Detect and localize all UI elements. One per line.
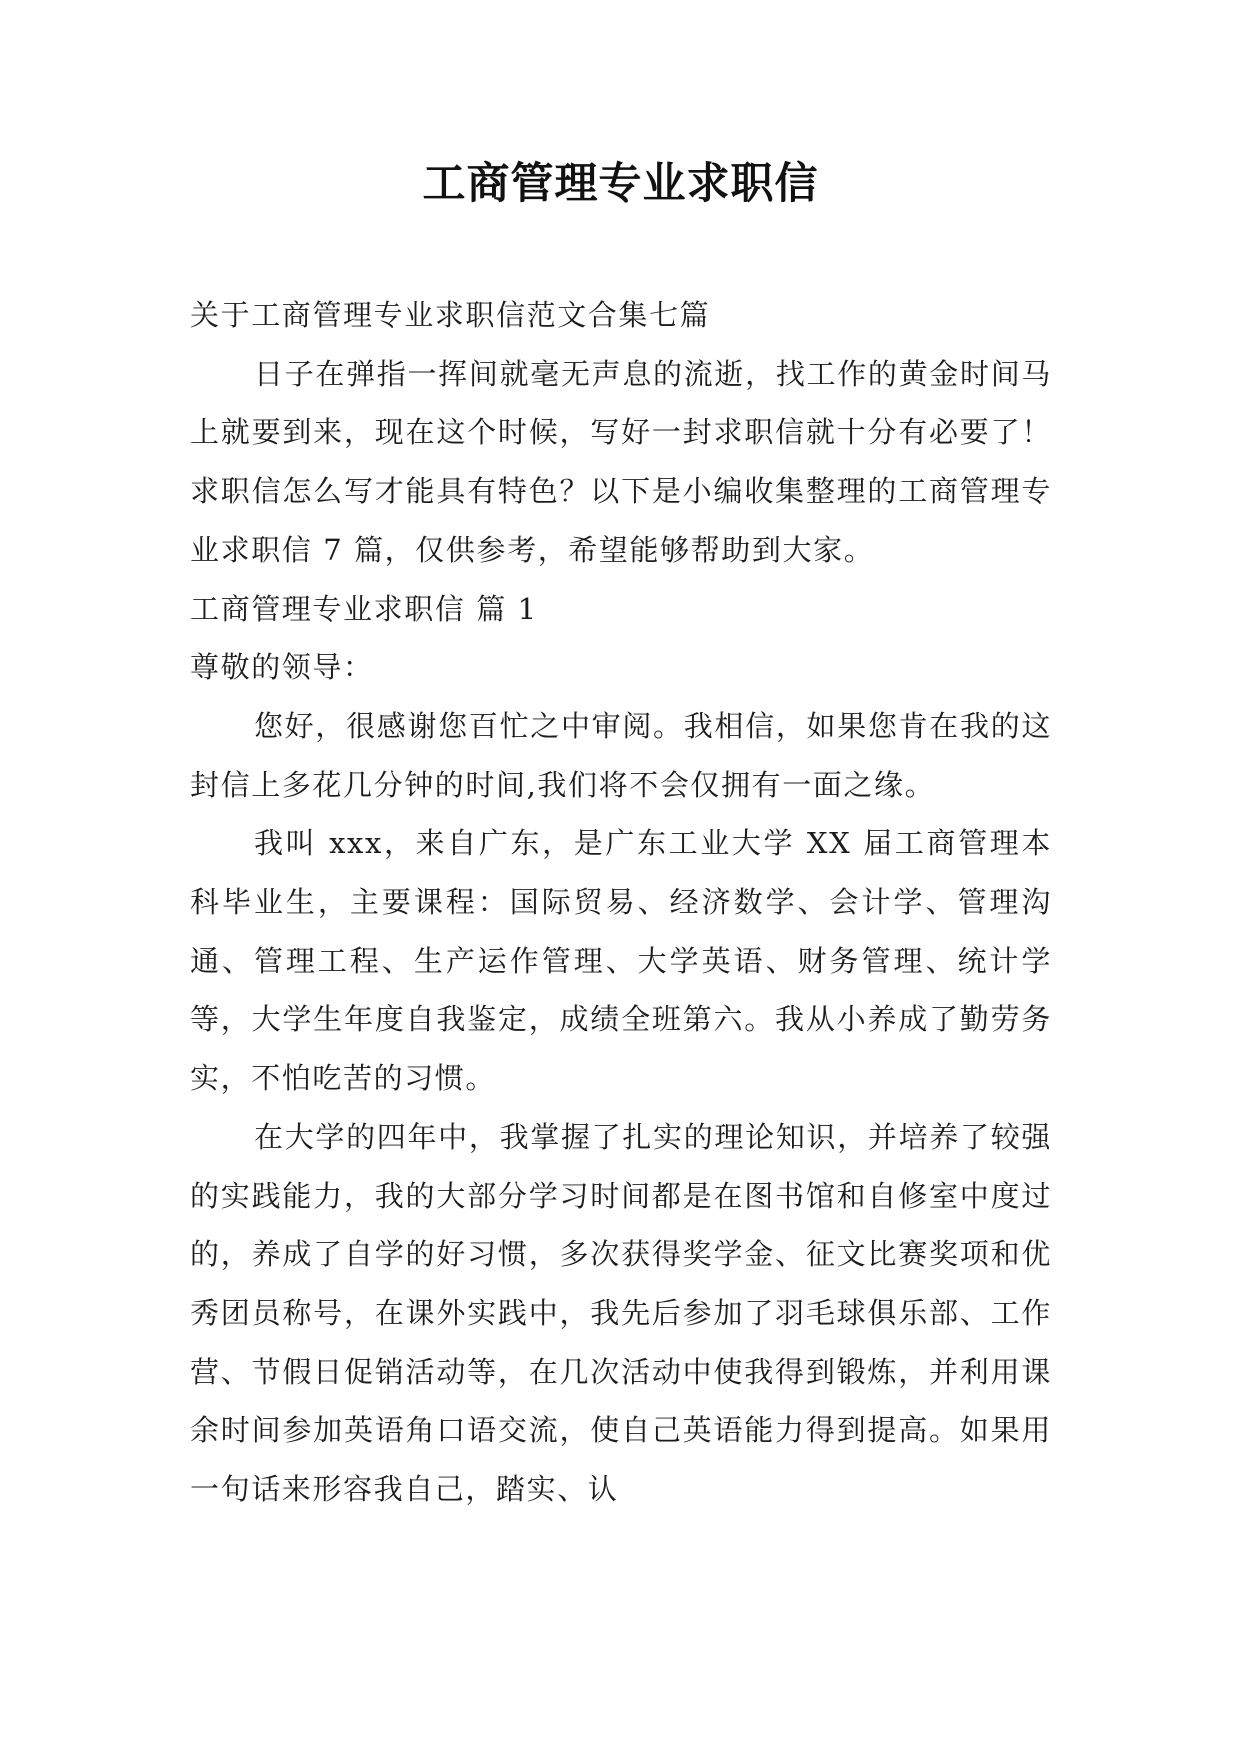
intro-paragraph: 日子在弹指一挥间就毫无声息的流逝，找工作的黄金时间马上就要到来，现在这个时候，写好一封求职信就十分有必要了！求职信怎么写才能具有特色？以下是小编收集整理的工商管理专业求职信 7 篇，仅供参考，希望能够帮助到大家。 [190,356,1052,567]
body-paragraph: 在大学的四年中，我掌握了扎实的理论知识，并培养了较强的实践能力，我的大部分学习时间都是在图书馆和自修室中度过的，养成了自学的好习惯，多次获得奖学金、征文比赛奖项和优秀团员称号，在课外实践中，我先后参加了羽毛球俱乐部、工作营、节假日促销活动等，在几次活动中使我得到锻炼，并利用课余时间参加英语角口语交流，使自己英语能力得到提高。如果用一句话来形容我自己，踏实、认 [190,1119,1052,1507]
document-title: 工商管理专业求职信 [422,159,819,209]
body-paragraph: 我叫 xxx，来自广东，是广东工业大学 XX 届工商管理本科毕业生，主要课程：国际贸易、经济数学、会计学、管理沟通、管理工程、生产运作管理、大学英语、财务管理、统计学等，大学生年度自我鉴定，成绩全班第六。我从小养成了勤劳务实，不怕吃苦的习惯。 [190,826,1052,1096]
section-heading: 工商管理专业求职信 篇 1 [190,591,538,626]
document-body [190,286,1052,1519]
document-subtitle: 关于工商管理专业求职信范文合集七篇 [190,298,711,332]
body-paragraph: 您好，很感谢您百忙之中审阅。我相信，如果您肯在我的这封信上多花几分钟的时间,我们将不会仅拥有一面之缘。 [190,708,1052,802]
letter-salutation: 尊敬的领导： [190,650,374,685]
